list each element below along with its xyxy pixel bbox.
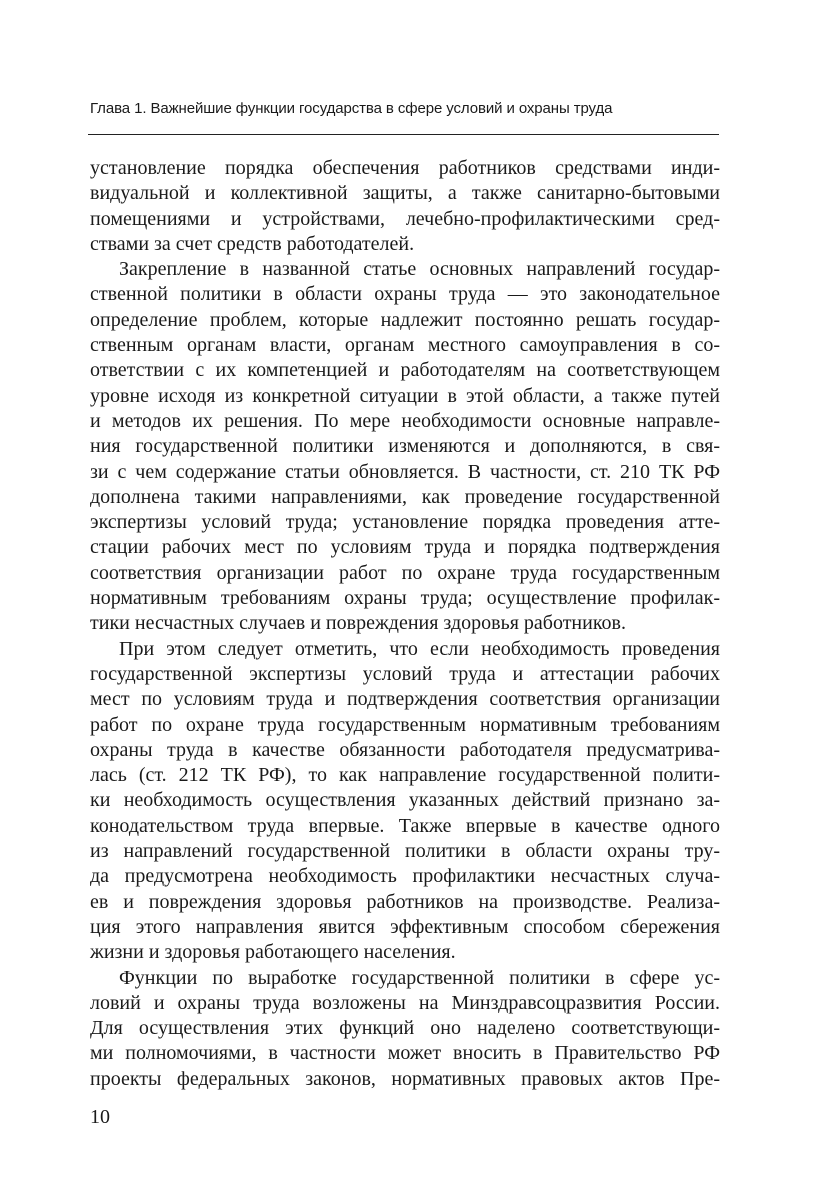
text-line: стации рабочих мест по условиям труда и порядка подтверждения	[90, 536, 720, 559]
text-line: лась (ст. 212 ТК РФ), то как направление государственной полити-	[90, 764, 720, 787]
body-text	[90, 156, 720, 1092]
text-line: ция этого направления явится эффективным способом сбережения	[90, 915, 720, 938]
text-line: жизни и здоровья работающего населения.	[90, 941, 456, 964]
text-line: работ по охране труда государственным нормативным требованиям	[90, 713, 720, 736]
running-head: Глава 1. Важнейшие функции государства в сфере условий и охраны труда	[90, 100, 613, 117]
text-line: охраны труда в качестве обязанности работодателя предусматрива-	[90, 738, 720, 761]
text-line: ствами за счет средств работодателей.	[90, 232, 415, 255]
text-line: определение проблем, которые надлежит постоянно решать государ-	[90, 308, 720, 331]
text-line: ственным органам власти, органам местного самоуправления в со-	[90, 334, 720, 357]
text-line: нормативным требованиям охраны труда; осуществление профилак-	[90, 587, 720, 610]
text-line: установление порядка обеспечения работников средствами инди-	[90, 157, 720, 179]
text-line: мест по условиям труда и подтверждения соответствия организации	[90, 688, 720, 711]
page-number: 10	[90, 1106, 110, 1128]
text-line: ки необходимость осуществления указанных действий признано за-	[90, 789, 720, 812]
text-line: экспертизы условий труда; установление порядка проведения атте-	[90, 511, 720, 534]
text-line: Для осуществления этих функций оно наделено соответствующи-	[90, 1017, 720, 1040]
text-line: ми полномочиями, в частности может вносить в Правительство РФ	[90, 1042, 720, 1065]
text-line: ния государственной политики изменяются и дополняются, в свя-	[90, 435, 720, 458]
text-line: проекты федеральных законов, нормативных правовых актов Пре-	[90, 1067, 720, 1090]
text-line: ев и повреждения здоровья работников на производстве. Реализа-	[90, 890, 720, 913]
text-line: Функции по выработке государственной политики в сфере ус-	[119, 966, 720, 989]
header-rule	[88, 134, 719, 135]
text-line: тики несчастных случаев и повреждения здоровья работников.	[90, 612, 626, 635]
text-line: ответствии с их компетенцией и работодателям на соответствующем	[90, 359, 720, 382]
text-line: уровне исходя из конкретной ситуации в этой области, а также путей	[90, 384, 720, 407]
text-line: видуальной и коллективной защиты, а также санитарно-бытовыми	[90, 182, 720, 205]
text-line: дополнена такими направлениями, как проведение государственной	[90, 485, 720, 508]
text-line: ственной политики в области охраны труда — это законодательное	[90, 283, 720, 306]
text-line: зи с чем содержание статьи обновляется. В частности, ст. 210 ТК РФ	[90, 460, 720, 483]
text-line: Закрепление в названной статье основных направлений государ-	[119, 258, 720, 281]
text-line: При этом следует отметить, что если необходимость проведения	[119, 637, 720, 660]
text-line: из направлений государственной политики в области охраны тру-	[90, 840, 720, 863]
text-line: ловий и охраны труда возложены на Минздравсоцразвития России.	[90, 991, 720, 1014]
text-line: соответствия организации работ по охране труда государственным	[90, 561, 720, 584]
text-line: конодательством труда впервые. Также впервые в качестве одного	[90, 814, 720, 837]
text-line: да предусмотрена необходимость профилактики несчастных случа-	[90, 865, 720, 888]
text-line: помещениями и устройствами, лечебно-профилактическими сред-	[90, 207, 720, 230]
text-line: и методов их решения. По мере необходимости основные направле-	[90, 409, 720, 432]
text-line: государственной экспертизы условий труда и аттестации рабочих	[90, 662, 720, 685]
